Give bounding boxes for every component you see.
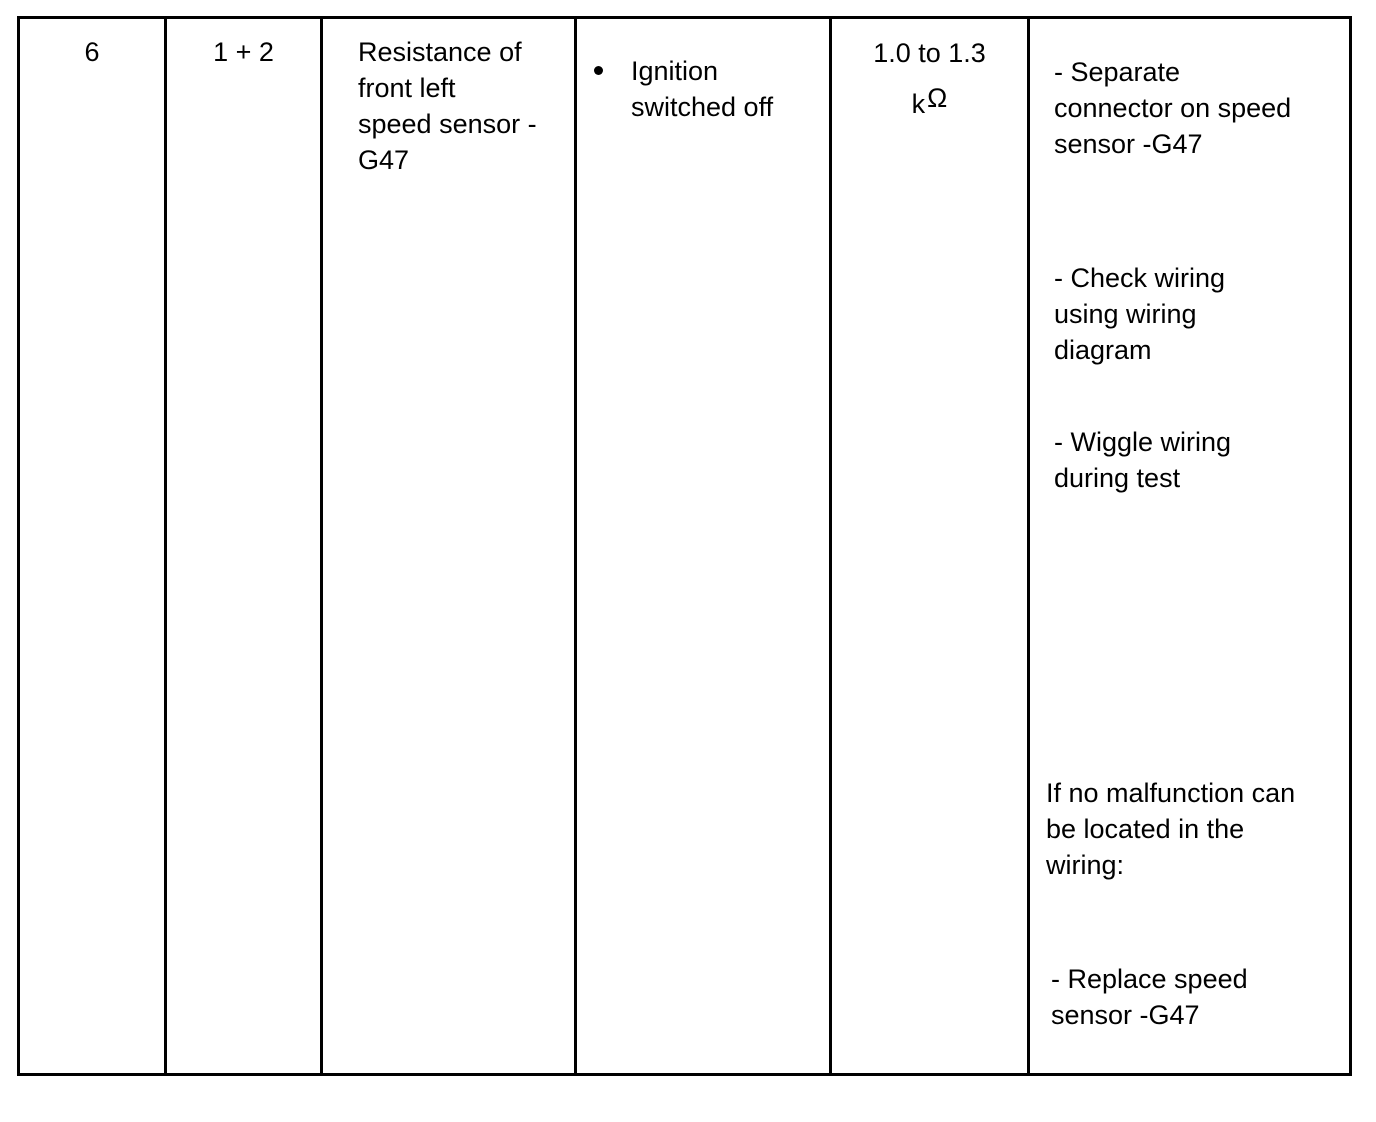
pins-cell: 1 + 2 bbox=[213, 37, 274, 67]
column-divider bbox=[1027, 16, 1030, 1076]
column-divider bbox=[574, 16, 577, 1076]
column-divider bbox=[829, 16, 832, 1076]
specified-value-range: 1.0 to 1.3 bbox=[873, 38, 986, 68]
remedy-note: If no malfunction can be located in the wiring: bbox=[1046, 778, 1296, 880]
specified-value-unit bbox=[832, 80, 1027, 122]
remedy-step: - Replace speed sensor -G47 bbox=[1051, 964, 1248, 1030]
test-description-cell: Resistance of front left speed sensor - G47 bbox=[358, 37, 537, 175]
remedy-step: - Separate connector on speed sensor -G47 bbox=[1054, 57, 1292, 159]
remedy-step: - Wiggle wiring during test bbox=[1054, 427, 1232, 493]
column-divider bbox=[320, 16, 323, 1076]
test-step-cell: 6 bbox=[84, 37, 100, 67]
ohm-symbol: Ω bbox=[927, 83, 948, 113]
bullet-icon bbox=[594, 66, 603, 75]
test-table bbox=[17, 16, 1352, 1076]
condition-item: Ignition switched off bbox=[631, 56, 774, 122]
remedy-step: - Check wiring using wiring diagram bbox=[1054, 263, 1226, 365]
column-divider bbox=[164, 16, 167, 1076]
unit-prefix: k bbox=[911, 89, 926, 119]
